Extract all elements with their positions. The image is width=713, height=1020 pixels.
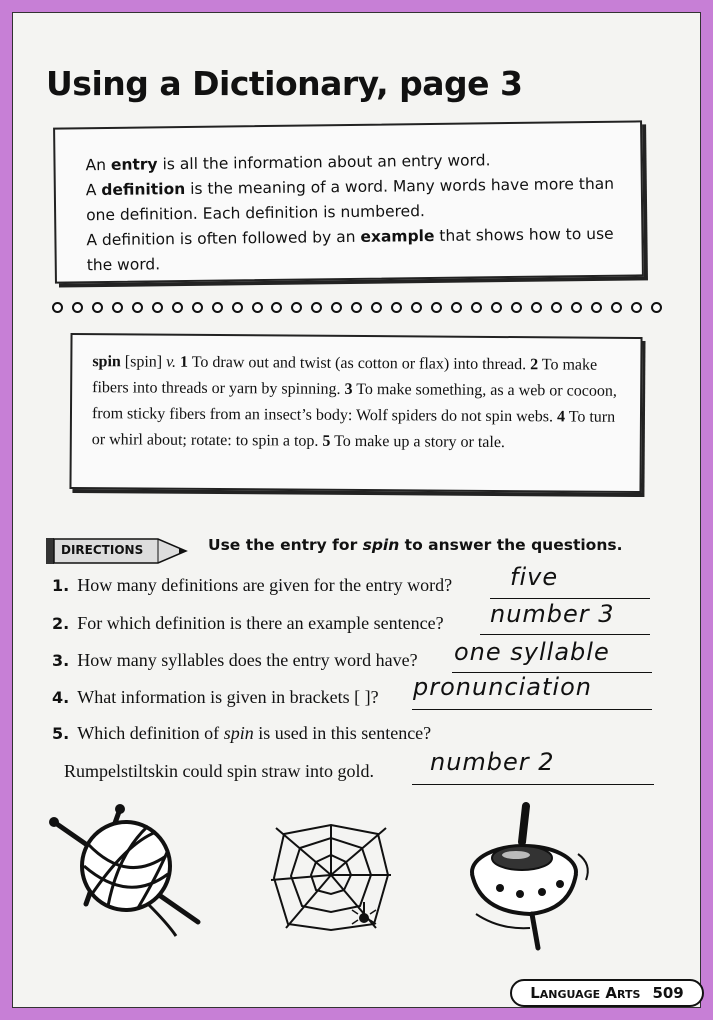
answer-2[interactable]: number 3 — [490, 600, 615, 628]
bead-icon — [471, 302, 482, 313]
bead-icon — [132, 302, 143, 313]
question-text: How many definitions are given for the entry word? — [77, 575, 453, 595]
entry-definition: To turn or whirl about; rotate: to spin a top. — [91, 408, 616, 450]
question-word: spin — [223, 723, 254, 743]
directions-text: to answer the questions. — [399, 536, 623, 554]
question-text: is used in this sentence? — [253, 723, 432, 743]
bead-icon — [232, 302, 243, 313]
bead-icon — [252, 302, 263, 313]
entry-definition: To make fibers into threads or yarn by spinning. — [92, 356, 598, 398]
bead-icon — [192, 302, 203, 313]
definition-box — [53, 120, 644, 283]
answer-line — [490, 598, 650, 599]
entry-word: spin — [92, 353, 121, 371]
bead-icon — [271, 302, 282, 313]
answer-5[interactable]: number 2 — [430, 748, 555, 776]
spider-web-icon — [266, 820, 396, 935]
bead-icon — [591, 302, 602, 313]
bead-icon — [551, 302, 562, 313]
worksheet-page — [12, 12, 701, 1008]
directions-text: Use the entry for — [208, 536, 363, 554]
page-title: Using a Dictionary, page 3 — [46, 64, 523, 103]
dictionary-entry-box — [69, 333, 642, 493]
yarn-ball-icon — [48, 804, 218, 939]
bead-icon — [311, 302, 322, 313]
bead-icon — [411, 302, 422, 313]
answer-1[interactable]: five — [510, 563, 559, 591]
question-4 — [52, 687, 379, 708]
bead-icon — [511, 302, 522, 313]
entry-definition: To make something, as a web or cocoon, from sticky fibers from an insect’s body: Wolf spiders do not spin webs. — [91, 380, 617, 426]
question-number: 2. — [52, 614, 70, 633]
directions-instruction — [208, 536, 622, 554]
answer-line — [412, 784, 654, 785]
bead-icon — [611, 302, 622, 313]
question-number: 3. — [52, 651, 70, 670]
question-text: Which definition of — [77, 723, 224, 743]
bead-icon — [172, 302, 183, 313]
bead-icon — [291, 302, 302, 313]
def-number: 3 — [340, 380, 353, 398]
bead-icon — [112, 302, 123, 313]
entry-part-of-speech: v. — [166, 353, 177, 371]
def-term-entry: entry — [110, 155, 158, 174]
question-1 — [52, 575, 452, 596]
def-number: 1 — [176, 353, 189, 371]
definition-text — [85, 147, 626, 279]
bead-icon — [331, 302, 342, 313]
def-text: that shows how to use the word. — [86, 224, 614, 275]
bead-icon — [531, 302, 542, 313]
def-text: is all the information about an entry word. — [157, 151, 491, 174]
footer-section: Language Arts — [530, 984, 641, 1002]
def-number: 4 — [552, 408, 566, 426]
entry-pronunciation: [spin] — [120, 353, 167, 371]
bead-icon — [431, 302, 442, 313]
bead-icon — [491, 302, 502, 313]
bead-icon — [72, 302, 83, 313]
bead-icon — [212, 302, 223, 313]
page-number: 509 — [652, 984, 684, 1002]
bead-icon — [391, 302, 402, 313]
def-text: An — [85, 155, 111, 175]
def-text: A — [85, 181, 102, 200]
dictionary-entry — [92, 349, 628, 457]
question-text: What information is given in brackets [ ]? — [77, 687, 379, 707]
answer-4[interactable]: pronunciation — [413, 673, 592, 701]
bead-icon — [92, 302, 103, 313]
answer-line — [412, 709, 652, 710]
page-footer — [510, 979, 704, 1007]
bead-icon — [451, 302, 462, 313]
answer-line — [480, 634, 650, 635]
question-5-sentence: Rumpelstiltskin could spin straw into gold. — [64, 761, 374, 781]
question-5 — [52, 723, 431, 744]
bead-icon — [371, 302, 382, 313]
def-text: A definition is often followed by an — [86, 227, 361, 250]
bead-icon — [351, 302, 362, 313]
question-3 — [52, 650, 418, 671]
bead-icon — [651, 302, 662, 313]
entry-definition: To make up a story or tale. — [330, 432, 506, 452]
entry-definition: To draw out and twist (as cotton or flax) into thread. — [188, 353, 527, 374]
bead-icon — [631, 302, 642, 313]
question-number: 5. — [52, 724, 70, 743]
question-number: 4. — [52, 688, 70, 707]
answer-3[interactable]: one syllable — [454, 638, 610, 666]
def-term-definition: definition — [101, 179, 186, 200]
question-text: For which definition is there an example sentence? — [77, 613, 444, 633]
directions-word: spin — [362, 536, 400, 554]
question-number: 1. — [52, 576, 70, 595]
spinning-top-icon — [460, 802, 600, 952]
bead-icon — [571, 302, 582, 313]
directions-label: DIRECTIONS — [61, 543, 144, 557]
question-text: How many syllables does the entry word have? — [77, 650, 418, 670]
def-number: 2 — [526, 356, 539, 374]
def-text: is the meaning of a word. Many words have more than one definition. Each definition is numbered. — [86, 174, 615, 225]
def-term-example: example — [360, 226, 435, 246]
def-number: 5 — [318, 432, 331, 450]
bead-icon — [52, 302, 63, 313]
bead-icon — [152, 302, 163, 313]
bead-divider — [52, 297, 662, 317]
question-2 — [52, 613, 444, 634]
